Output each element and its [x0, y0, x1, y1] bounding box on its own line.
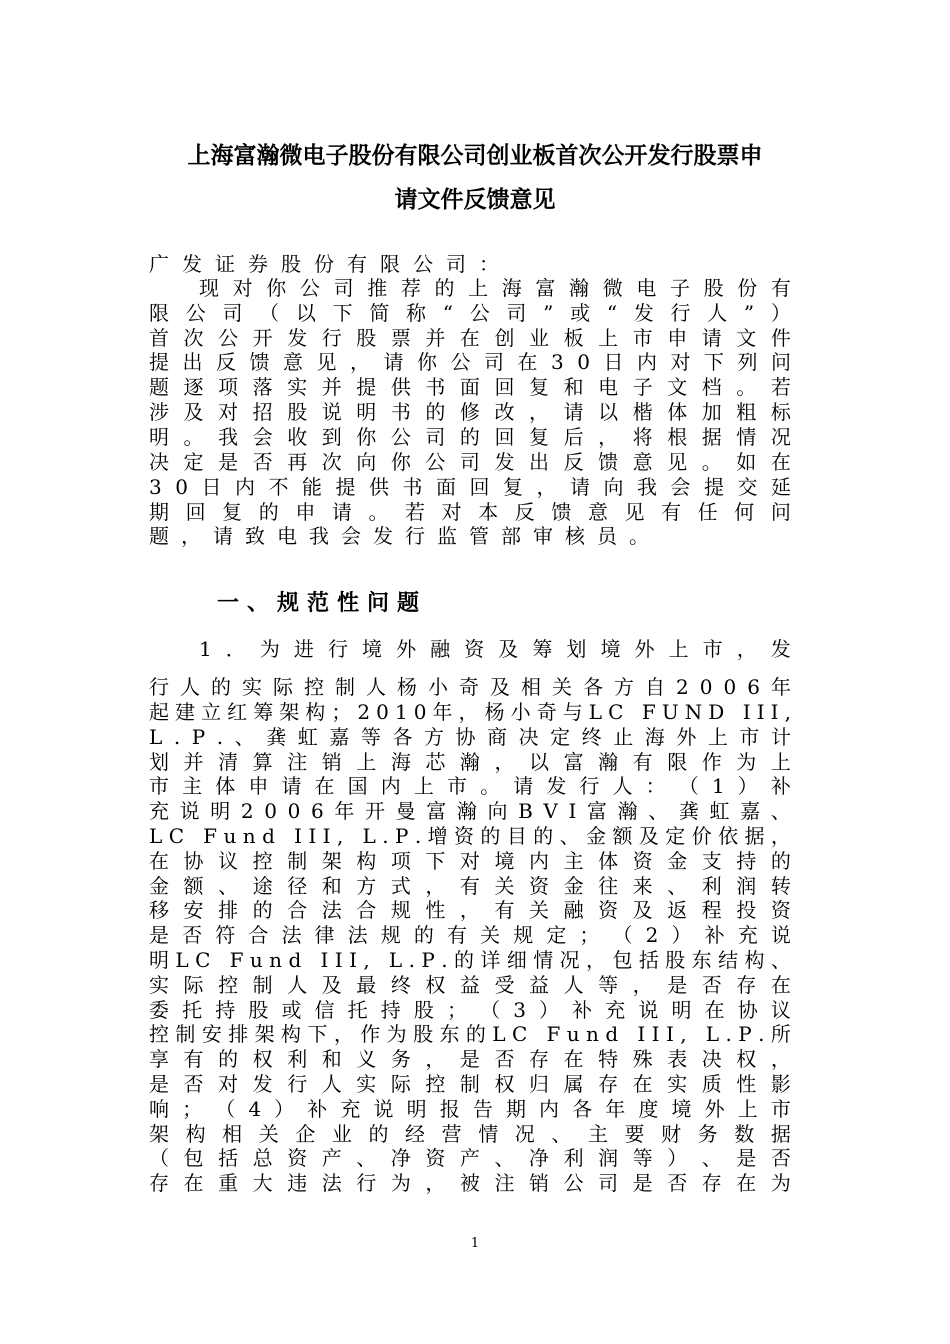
- intro-line: 现 对 你 公 司 推 荐 的 上 海 富 瀚 微 电 子 股 份 有: [199, 276, 791, 300]
- question-line: 1 ． 为 进 行 境 外 融 资 及 筹 划 境 外 上 市 ， 发: [199, 637, 791, 661]
- intro-line: 涉 及 对 招 股 说 明 书 的 修 改 ， 请 以 楷 体 加 粗 标: [149, 400, 791, 424]
- intro-line: 决 定 是 否 再 次 向 你 公 司 发 出 反 馈 意 见 。 如 在: [149, 450, 791, 474]
- question-line: L . P . 、 龚 虹 嘉 等 各 方 协 商 决 定 终 止 海 外 上 市 计: [149, 725, 791, 749]
- intro-line: 题 逐 项 落 实 并 提 供 书 面 回 复 和 电 子 文 档 。 若: [149, 375, 791, 399]
- page-number: 1: [470, 1236, 480, 1251]
- question-line: 在 协 议 控 制 架 构 项 下 对 境 内 主 体 资 金 支 持 的: [149, 849, 791, 873]
- question-line: 响 ； （ 4 ） 补 充 说 明 报 告 期 内 各 年 度 境 外 上 市: [149, 1097, 791, 1121]
- question-line: 控 制 安 排 架 构 下 ， 作 为 股 东 的 L C F u n d I I I , L . P . 所: [149, 1022, 791, 1046]
- question-line: 委 托 持 股 或 信 托 持 股 ； （ 3 ） 补 充 说 明 在 协 议: [149, 998, 791, 1022]
- question-line: 明 L C F u n d I I I , L . P . 的 详 细 情 况 ， 包 括 股 东 结 构 、: [149, 948, 791, 972]
- intro-line: 限 公 司 （ 以 下 简 称 “ 公 司 ” 或 “ 发 行 人 ” ）: [149, 301, 791, 325]
- question-line: 是 否 对 发 行 人 实 际 控 制 权 归 属 存 在 实 质 性 影: [149, 1072, 791, 1096]
- question-line: 享 有 的 权 利 和 义 务 ， 是 否 存 在 特 殊 表 决 权 ，: [149, 1047, 791, 1071]
- question-line: 是 否 符 合 法 律 法 规 的 有 关 规 定 ； （ 2 ） 补 充 说: [149, 923, 791, 947]
- question-line: 金 额 、 途 径 和 方 式 ， 有 关 资 金 往 来 、 利 润 转: [149, 874, 791, 898]
- question-line: 起 建 立 红 筹 架 构 ； 2 0 1 0 年 ， 杨 小 奇 与 L C F U N D I I I ,: [149, 700, 791, 724]
- question-line: 市 主 体 申 请 在 国 内 上 市 。 请 发 行 人 ： （ 1 ） 补: [149, 774, 791, 798]
- document-title-line-2: 请文件反馈意见: [394, 187, 556, 213]
- question-line: 移 安 排 的 合 法 合 规 性 ， 有 关 融 资 及 返 程 投 资: [149, 898, 791, 922]
- section-heading: 一、规范性问题: [217, 591, 428, 616]
- intro-line: 首 次 公 开 发 行 股 票 并 在 创 业 板 上 市 申 请 文 件: [149, 326, 791, 350]
- question-line: 架 构 相 关 企 业 的 经 营 情 况 、 主 要 财 务 数 据: [149, 1122, 791, 1146]
- intro-line: 3 0 日 内 不 能 提 供 书 面 回 复 ， 请 向 我 会 提 交 延: [149, 475, 791, 499]
- question-line: 行 人 的 实 际 控 制 人 杨 小 奇 及 相 关 各 方 自 2 0 0 6 年: [149, 675, 791, 699]
- intro-line: 题，请致电我会发行监管部审核员。: [149, 524, 661, 548]
- intro-line: 提 出 反 馈 意 见 ， 请 你 公 司 在 3 0 日 内 对 下 列 问: [149, 350, 791, 374]
- question-line: 存 在 重 大 违 法 行 为 ， 被 注 销 公 司 是 否 存 在 为: [149, 1171, 791, 1195]
- question-line: （ 包 括 总 资 产 、 净 资 产 、 净 利 润 等 ） 、 是 否: [149, 1146, 791, 1170]
- document-title-line-1: 上海富瀚微电子股份有限公司创业板首次公开发行股票申: [187, 143, 763, 169]
- salutation: 广发证券股份有限公司：: [149, 252, 512, 276]
- question-line: 划 并 清 算 注 销 上 海 芯 瀚 ， 以 富 瀚 有 限 作 为 上: [149, 750, 791, 774]
- question-line: 充 说 明 2 0 0 6 年 开 曼 富 瀚 向 B V I 富 瀚 、 龚 虹 嘉 、: [149, 799, 791, 823]
- question-line: L C F u n d I I I , L . P . 增 资 的 目 的 、 金 额 及 定 价 依 据 ，: [149, 824, 791, 848]
- intro-line: 明 。 我 会 收 到 你 公 司 的 回 复 后 ， 将 根 据 情 况: [149, 425, 791, 449]
- question-line: 实 际 控 制 人 及 最 终 权 益 受 益 人 等 ， 是 否 存 在: [149, 973, 791, 997]
- intro-line: 期 回 复 的 申 请 。 若 对 本 反 馈 意 见 有 任 何 问: [149, 500, 791, 524]
